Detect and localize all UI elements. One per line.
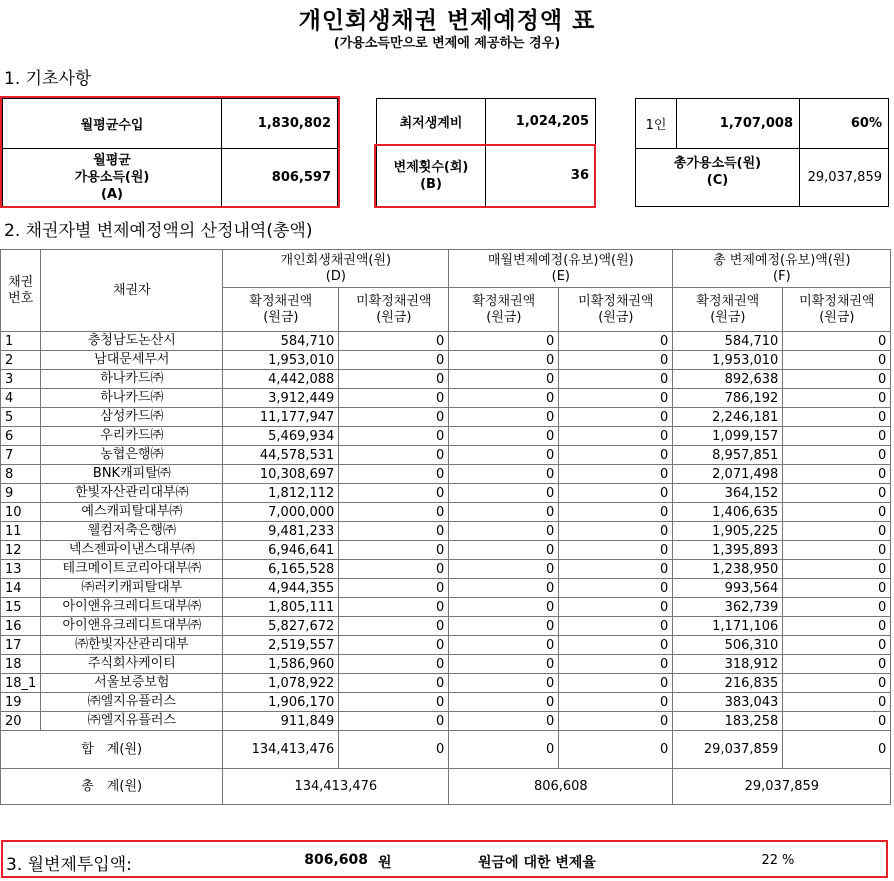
table-row [1,465,891,484]
monthly-income-value: 1,830,802 [222,99,338,149]
section3-heading: 3. 월변제투입액: [6,855,132,875]
row-f-unconfirmed: 0 [783,560,891,579]
repay-count-label [377,145,486,207]
header-group-e [449,250,673,288]
row-number: 7 [1,446,41,465]
header-group-f [673,250,891,288]
table-row [1,541,891,560]
subheader-confirmed [673,288,783,332]
table-row [1,579,891,598]
section2-heading: 2. 채권자별 변제예정액의 산정내역(총액) [4,221,313,241]
row-d-confirmed: 5,827,672 [223,617,339,636]
table-row [1,332,891,351]
repay-count-line2: (B) [420,176,442,192]
row-d-unconfirmed: 0 [339,636,449,655]
subheader-confirmed-line2: (원금) [710,309,746,325]
row-d-confirmed: 1,586,960 [223,655,339,674]
row-f-unconfirmed: 0 [783,484,891,503]
row-e-confirmed: 0 [449,541,559,560]
row-creditor: 넥스젠파이낸스대부㈜ [41,541,223,560]
sum-f2: 0 [783,731,891,769]
group-f-line1: 총 변제예정(유보)액(원) [713,252,851,268]
disposable-label-line3: (A) [101,187,123,202]
row-number: 12 [1,541,41,560]
row-f-unconfirmed: 0 [783,541,891,560]
row-d-unconfirmed: 0 [339,484,449,503]
row-number: 11 [1,522,41,541]
total-e: 806,608 [449,769,673,805]
row-f-unconfirmed: 0 [783,446,891,465]
row-e-unconfirmed: 0 [559,503,673,522]
row-e-unconfirmed: 0 [559,560,673,579]
row-creditor: 한빛자산관리대부㈜ [41,484,223,503]
row-f-unconfirmed: 0 [783,636,891,655]
row-d-unconfirmed: 0 [339,389,449,408]
header-no-line1: 채권 [8,274,34,290]
household-value: 1,707,008 [677,99,800,149]
row-f-confirmed: 1,953,010 [673,351,783,370]
total-income-table [635,98,889,207]
row-e-confirmed: 0 [449,370,559,389]
row-e-confirmed: 0 [449,636,559,655]
row-e-confirmed: 0 [449,351,559,370]
row-f-unconfirmed: 0 [783,674,891,693]
row-d-confirmed: 7,000,000 [223,503,339,522]
row-number: 19 [1,693,41,712]
row-creditor: 하나카드㈜ [41,389,223,408]
table-row [1,617,891,636]
row-f-confirmed: 216,835 [673,674,783,693]
row-creditor: BNK캐피탈㈜ [41,465,223,484]
row-creditor: 웰컴저축은행㈜ [41,522,223,541]
page-subtitle: (가용소득만으로 변제에 제공하는 경우) [333,36,561,51]
row-number: 8 [1,465,41,484]
header-no-line2: 번호 [8,290,34,306]
table-row [1,427,891,446]
table-row [1,522,891,541]
row-f-confirmed: 2,246,181 [673,408,783,427]
row-creditor: 아이앤유크레디트대부㈜ [41,617,223,636]
row-f-unconfirmed: 0 [783,712,891,731]
row-creditor: 충청남도논산시 [41,332,223,351]
row-f-confirmed: 8,957,851 [673,446,783,465]
row-d-confirmed: 3,912,449 [223,389,339,408]
row-creditor: 주식회사케이티 [41,655,223,674]
row-d-unconfirmed: 0 [339,655,449,674]
row-number: 2 [1,351,41,370]
total-f: 29,037,859 [673,769,891,805]
row-f-confirmed: 364,152 [673,484,783,503]
living-table [376,98,596,207]
row-number: 15 [1,598,41,617]
subheader-unconfirmed [783,288,891,332]
subheader-confirmed-line1: 확정채권액 [472,293,536,309]
row-creditor: 아이앤유크레디트대부㈜ [41,598,223,617]
household-percent: 60% [800,99,889,149]
row-d-unconfirmed: 0 [339,617,449,636]
min-living-value: 1,024,205 [486,99,596,145]
subheader-unconfirmed-line2: (원금) [598,309,634,325]
row-d-unconfirmed: 0 [339,693,449,712]
monthly-income-label: 월평균수입 [3,99,222,149]
row-f-confirmed: 1,395,893 [673,541,783,560]
row-e-confirmed: 0 [449,560,559,579]
subheader-unconfirmed-line2: (원금) [819,309,855,325]
row-f-confirmed: 362,739 [673,598,783,617]
total-label: 총 계(원) [1,769,223,805]
page-title: 개인회생채권 변제예정액 표 [298,8,596,34]
household-label: 1인 [636,99,677,149]
row-d-confirmed: 44,578,531 [223,446,339,465]
ratio-value: 22 [761,853,778,868]
monthly-input-unit: 원 [378,855,392,871]
row-f-unconfirmed: 0 [783,693,891,712]
table-row [1,389,891,408]
row-e-unconfirmed: 0 [559,408,673,427]
row-e-unconfirmed: 0 [559,446,673,465]
table-row [1,370,891,389]
total-disposable-line2: (C) [706,173,729,188]
row-d-confirmed: 1,953,010 [223,351,339,370]
row-f-confirmed: 892,638 [673,370,783,389]
table-row [1,503,891,522]
header-group-d [223,250,449,288]
row-e-confirmed: 0 [449,465,559,484]
sum-e1: 0 [449,731,559,769]
row-d-unconfirmed: 0 [339,541,449,560]
row-creditor: 삼성카드㈜ [41,408,223,427]
row-e-confirmed: 0 [449,655,559,674]
row-d-confirmed: 9,481,233 [223,522,339,541]
row-number: 14 [1,579,41,598]
total-d: 134,413,476 [223,769,449,805]
row-d-confirmed: 911,849 [223,712,339,731]
row-number: 9 [1,484,41,503]
row-e-unconfirmed: 0 [559,484,673,503]
row-f-unconfirmed: 0 [783,598,891,617]
row-e-confirmed: 0 [449,503,559,522]
row-creditor: ㈜러키캐피탈대부 [41,579,223,598]
subheader-unconfirmed-line1: 미확정채권액 [578,293,654,309]
ratio-label: 원금에 대한 변제율 [478,855,596,871]
row-f-confirmed: 318,912 [673,655,783,674]
row-e-confirmed: 0 [449,674,559,693]
table-row [1,693,891,712]
table-row [1,484,891,503]
row-e-unconfirmed: 0 [559,617,673,636]
sum-d2: 0 [339,731,449,769]
ratio-unit: % [782,853,795,868]
table-row [1,636,891,655]
row-creditor: 테크메이트코리아대부㈜ [41,560,223,579]
row-e-unconfirmed: 0 [559,332,673,351]
disposable-label-line2: 가용소득(원) [74,170,150,185]
total-disposable-line1: 총가용소득(원) [673,156,762,171]
row-e-confirmed: 0 [449,408,559,427]
row-e-confirmed: 0 [449,579,559,598]
row-number: 3 [1,370,41,389]
row-d-confirmed: 4,944,355 [223,579,339,598]
row-e-confirmed: 0 [449,446,559,465]
row-f-confirmed: 786,192 [673,389,783,408]
repay-count-value: 36 [486,145,596,207]
subheader-unconfirmed [559,288,673,332]
row-f-confirmed: 506,310 [673,636,783,655]
row-f-confirmed: 1,171,106 [673,617,783,636]
row-d-unconfirmed: 0 [339,370,449,389]
row-d-confirmed: 4,442,088 [223,370,339,389]
row-e-unconfirmed: 0 [559,655,673,674]
row-creditor: 농협은행㈜ [41,446,223,465]
row-e-confirmed: 0 [449,522,559,541]
row-e-unconfirmed: 0 [559,598,673,617]
min-living-label: 최저생계비 [377,99,486,145]
group-f-line2: (F) [773,268,791,284]
row-d-unconfirmed: 0 [339,674,449,693]
total-disposable-value: 29,037,859 [800,149,889,207]
row-d-unconfirmed: 0 [339,427,449,446]
row-e-confirmed: 0 [449,332,559,351]
repay-count-line1: 변제횟수(회) [393,159,469,175]
subheader-confirmed-line1: 확정채권액 [696,293,760,309]
group-d-line1: 개인회생채권액(원) [280,252,392,268]
sum-d1: 134,413,476 [223,731,339,769]
row-f-unconfirmed: 0 [783,351,891,370]
row-d-unconfirmed: 0 [339,351,449,370]
row-f-unconfirmed: 0 [783,465,891,484]
sum-f1: 29,037,859 [673,731,783,769]
row-number: 10 [1,503,41,522]
row-number: 4 [1,389,41,408]
disposable-income-label [3,149,222,207]
row-number: 17 [1,636,41,655]
row-e-unconfirmed: 0 [559,712,673,731]
row-f-confirmed: 2,071,498 [673,465,783,484]
row-creditor: 우리카드㈜ [41,427,223,446]
row-number: 6 [1,427,41,446]
monthly-input-amount: 806,608 [304,852,368,868]
row-f-unconfirmed: 0 [783,522,891,541]
row-d-confirmed: 2,519,557 [223,636,339,655]
row-f-confirmed: 383,043 [673,693,783,712]
row-e-unconfirmed: 0 [559,522,673,541]
row-e-confirmed: 0 [449,598,559,617]
row-creditor: 서울보증보험 [41,674,223,693]
row-number: 20 [1,712,41,731]
row-d-confirmed: 1,812,112 [223,484,339,503]
section1-heading: 1. 기초사항 [4,69,92,89]
row-e-unconfirmed: 0 [559,636,673,655]
row-e-confirmed: 0 [449,484,559,503]
sum-label: 합 계(원) [1,731,223,769]
row-d-unconfirmed: 0 [339,332,449,351]
row-d-unconfirmed: 0 [339,446,449,465]
row-number: 18_1 [1,674,41,693]
row-d-confirmed: 10,308,697 [223,465,339,484]
row-e-unconfirmed: 0 [559,541,673,560]
subheader-unconfirmed-line1: 미확정채권액 [356,293,432,309]
row-e-confirmed: 0 [449,712,559,731]
row-e-confirmed: 0 [449,389,559,408]
subheader-confirmed [223,288,339,332]
row-number: 16 [1,617,41,636]
table-row [1,655,891,674]
table-row [1,598,891,617]
row-number: 1 [1,332,41,351]
row-d-confirmed: 1,078,922 [223,674,339,693]
row-f-unconfirmed: 0 [783,655,891,674]
total-disposable-label [636,149,800,207]
row-f-unconfirmed: 0 [783,427,891,446]
row-f-unconfirmed: 0 [783,579,891,598]
row-creditor: 남대문세무서 [41,351,223,370]
row-f-confirmed: 993,564 [673,579,783,598]
income-table [2,98,338,207]
row-creditor: ㈜한빛자산관리대부 [41,636,223,655]
row-d-unconfirmed: 0 [339,598,449,617]
row-f-unconfirmed: 0 [783,617,891,636]
row-creditor: 예스캐피탈대부㈜ [41,503,223,522]
group-e-line1: 매월변제예정(유보)액(원) [487,252,634,268]
group-d-line2: (D) [325,268,346,284]
row-d-unconfirmed: 0 [339,522,449,541]
table-row [1,351,891,370]
table-row [1,674,891,693]
row-f-confirmed: 584,710 [673,332,783,351]
table-row [1,712,891,731]
subheader-unconfirmed-line1: 미확정채권액 [799,293,875,309]
row-d-unconfirmed: 0 [339,579,449,598]
row-f-confirmed: 1,406,635 [673,503,783,522]
row-e-unconfirmed: 0 [559,389,673,408]
row-f-unconfirmed: 0 [783,389,891,408]
row-d-confirmed: 6,165,528 [223,560,339,579]
row-e-unconfirmed: 0 [559,370,673,389]
row-number: 18 [1,655,41,674]
table-row [1,446,891,465]
row-f-unconfirmed: 0 [783,503,891,522]
row-creditor: ㈜엘지유플러스 [41,693,223,712]
subheader-confirmed-line2: (원금) [486,309,522,325]
subheader-confirmed-line1: 확정채권액 [249,293,313,309]
row-f-unconfirmed: 0 [783,332,891,351]
row-d-confirmed: 1,805,111 [223,598,339,617]
row-e-unconfirmed: 0 [559,465,673,484]
row-e-unconfirmed: 0 [559,674,673,693]
subheader-confirmed [449,288,559,332]
row-d-confirmed: 5,469,934 [223,427,339,446]
row-f-confirmed: 1,905,225 [673,522,783,541]
sum-e2: 0 [559,731,673,769]
subheader-unconfirmed [339,288,449,332]
row-e-unconfirmed: 0 [559,427,673,446]
row-d-confirmed: 11,177,947 [223,408,339,427]
table-row [1,408,891,427]
row-d-unconfirmed: 0 [339,503,449,522]
creditor-table [0,249,891,805]
row-d-confirmed: 6,946,641 [223,541,339,560]
disposable-income-value: 806,597 [222,149,338,207]
row-f-confirmed: 1,238,950 [673,560,783,579]
row-number: 5 [1,408,41,427]
row-creditor: 하나카드㈜ [41,370,223,389]
row-e-confirmed: 0 [449,693,559,712]
subheader-confirmed-line2: (원금) [263,309,299,325]
row-d-unconfirmed: 0 [339,560,449,579]
row-e-confirmed: 0 [449,617,559,636]
row-d-unconfirmed: 0 [339,465,449,484]
group-e-line2: (E) [551,268,570,284]
header-creditor: 채권자 [41,250,223,332]
row-e-confirmed: 0 [449,427,559,446]
row-e-unconfirmed: 0 [559,351,673,370]
row-d-confirmed: 584,710 [223,332,339,351]
row-d-unconfirmed: 0 [339,408,449,427]
row-f-confirmed: 1,099,157 [673,427,783,446]
disposable-label-line1: 월평균 [93,153,131,168]
row-e-unconfirmed: 0 [559,579,673,598]
row-f-unconfirmed: 0 [783,370,891,389]
row-d-confirmed: 1,906,170 [223,693,339,712]
row-d-unconfirmed: 0 [339,712,449,731]
row-creditor: ㈜엘지유플러스 [41,712,223,731]
subheader-unconfirmed-line2: (원금) [376,309,412,325]
row-number: 13 [1,560,41,579]
table-row [1,560,891,579]
header-creditor-no [1,250,41,332]
row-e-unconfirmed: 0 [559,693,673,712]
row-f-unconfirmed: 0 [783,408,891,427]
row-f-confirmed: 183,258 [673,712,783,731]
